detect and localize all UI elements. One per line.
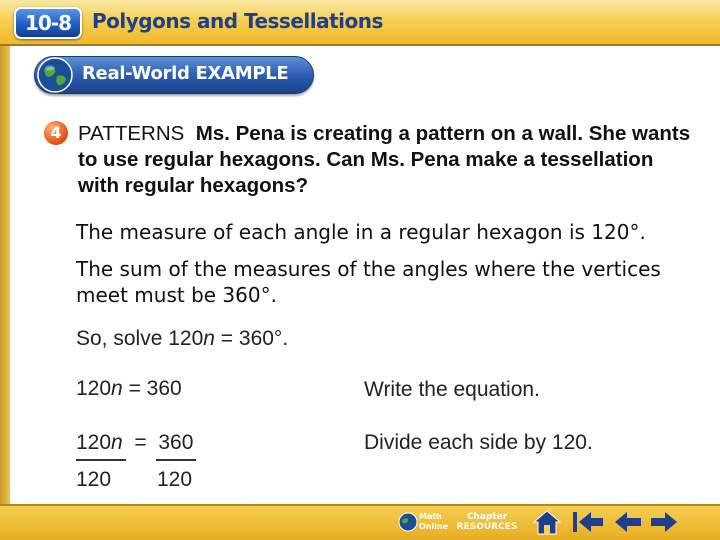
math-online-label: Math Online <box>419 512 449 531</box>
statement-angle-sum: The sum of the measures of the angles where the vertices meet must be 360°. <box>76 257 661 307</box>
lesson-number-badge: 10-8 <box>14 7 82 39</box>
first-slide-button[interactable] <box>568 506 608 538</box>
eq1-variable: n <box>111 377 123 400</box>
prev-icon <box>613 510 643 534</box>
solve-instruction <box>76 327 288 351</box>
equation-step-1-note: Write the equation. <box>364 378 540 401</box>
equation-step-2-numerators: 120n = 360 <box>76 431 194 454</box>
eq2-denominator-left: 120 <box>76 468 112 491</box>
equation-step-2-note: Divide each side by 120. <box>364 431 593 454</box>
banner-label: Real-World EXAMPLE <box>82 63 289 84</box>
solve-prefix: So, solve 120 <box>76 327 204 350</box>
eq2-numerator-variable: n <box>111 431 123 454</box>
problem-label: PATTERNS <box>78 122 185 145</box>
home-icon <box>533 509 561 535</box>
next-slide-button[interactable] <box>648 506 680 538</box>
equation-step-1 <box>76 377 182 401</box>
math-online-globe-icon <box>397 511 419 533</box>
eq2-numerator-right: 360 <box>158 431 194 454</box>
left-edge-stripe <box>0 46 10 540</box>
globe-icon <box>36 56 74 94</box>
example-number-badge: 4 <box>44 121 68 145</box>
fraction-bar-right <box>156 459 196 461</box>
lesson-title: Polygons and Tessellations <box>92 9 383 33</box>
problem-text <box>78 121 698 199</box>
problem-body: Ms. Pena is creating a pattern on a wall. She wants to use regular hexagons. Can Ms. Pena make a tessellation with regular hexagons? <box>78 122 691 197</box>
home-button[interactable] <box>530 506 564 538</box>
statement-angle-measure: The measure of each angle in a regular hexagon is 120°. <box>76 220 646 244</box>
next-icon <box>649 510 679 534</box>
math-online-button[interactable] <box>396 506 449 538</box>
solve-variable: n <box>203 327 215 350</box>
eq2-numerator-coefficient: 120 <box>76 431 112 454</box>
chapter-resources-label: Chapter RESOURCES <box>456 512 518 532</box>
fraction-bar-left <box>76 459 126 461</box>
eq2-denominator-right: 120 <box>157 468 193 491</box>
solve-suffix: = 360°. <box>214 327 289 350</box>
previous-slide-button[interactable] <box>612 506 644 538</box>
chapter-resources-button[interactable] <box>452 506 522 538</box>
first-icon <box>571 510 605 534</box>
eq1-right-side: = 360 <box>122 377 182 400</box>
eq1-coefficient: 120 <box>76 377 112 400</box>
